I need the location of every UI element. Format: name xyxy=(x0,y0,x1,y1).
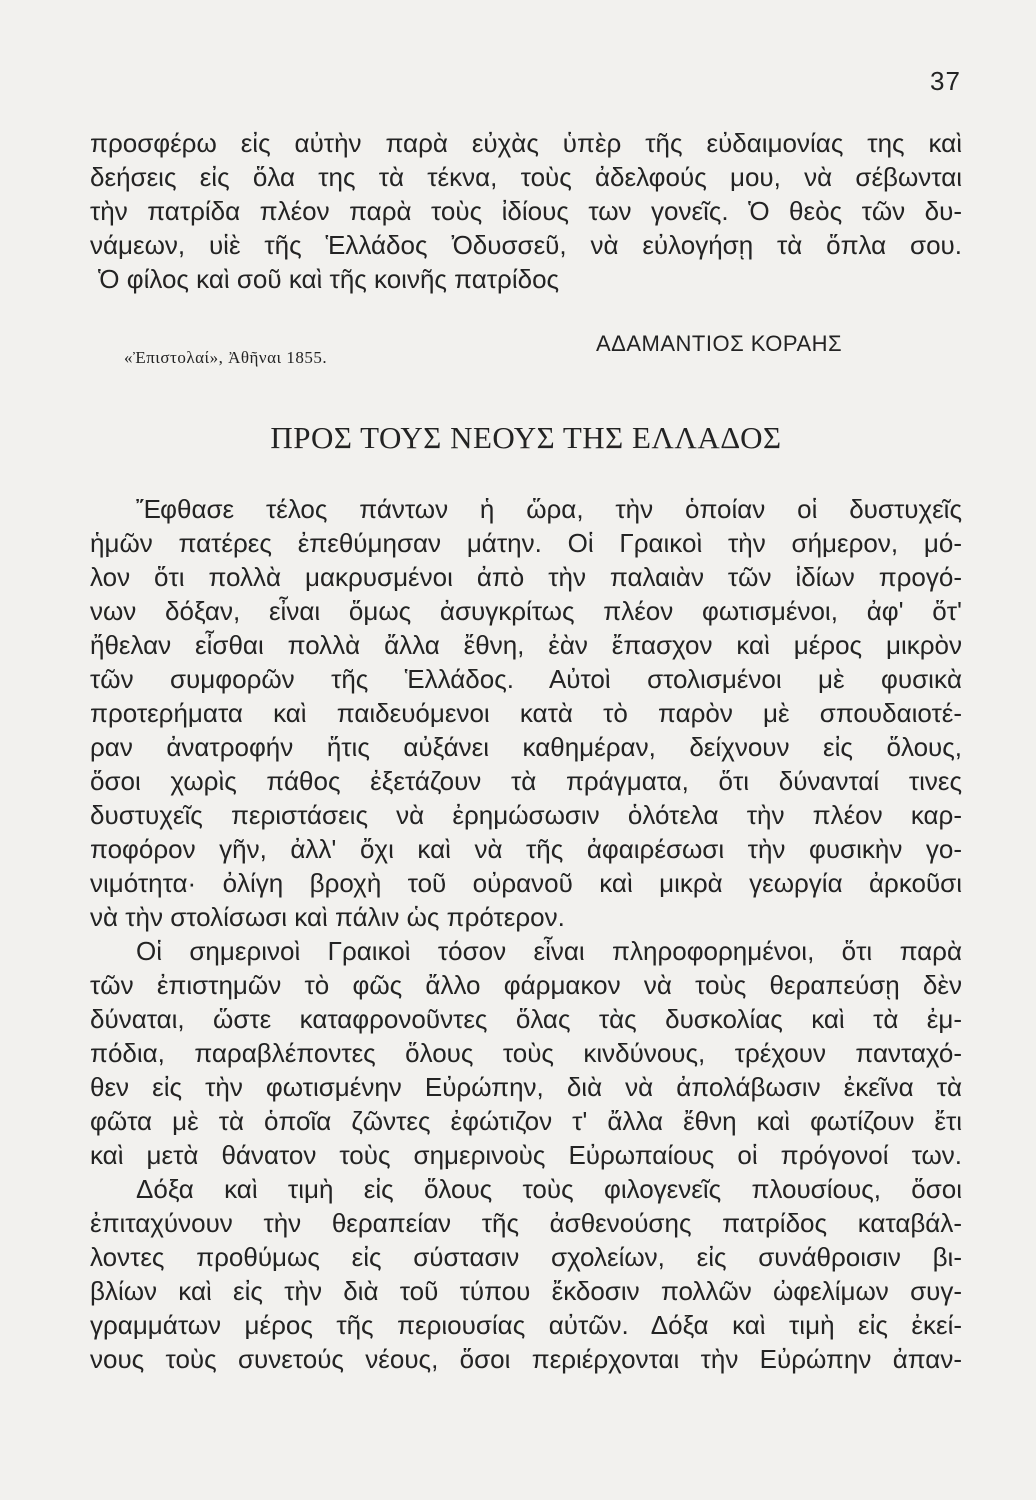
text-line: προτερήματα καὶ παιδευόμενοι κατὰ τὸ παρὸν μὲ σπουδαιοτέ- xyxy=(90,698,962,728)
text-line: δυστυχεῖς περιστάσεις νὰ ἐρημώσωσιν ὁλότελα τὴν πλέον καρ- xyxy=(90,800,962,830)
text-line: ποφόρον γῆν, ἀλλ' ὄχι καὶ νὰ τῆς ἀφαιρέσωσι τὴν φυσικὴν γο- xyxy=(90,834,962,864)
text-line: τῶν συμφορῶν τῆς Ἑλλάδος. Αὐτοὶ στολισμένοι μὲ φυσικὰ xyxy=(90,664,962,694)
text-line: ἡμῶν πατέρες ἐπεθύμησαν μάτην. Οἱ Γραικοὶ τὴν σήμερον, μό- xyxy=(90,528,962,558)
text-line: ὅσοι χωρὶς πάθος ἐξετάζουν τὰ πράγματα, ὅτι δύνανταί τινες xyxy=(90,766,962,796)
text-line: ἐπιταχύνουν τὴν θεραπείαν τῆς ἀσθενούσης πατρίδος καταβάλ- xyxy=(90,1208,962,1238)
text-line: λοντες προθύμως εἰς σύστασιν σχολείων, εἰς συνάθροισιν βι- xyxy=(90,1242,962,1272)
text-line: δεήσεις εἰς ὅλα της τὰ τέκνα, τοὺς ἀδελφούς μου, νὰ σέβωνται xyxy=(90,162,962,192)
section-heading: ΠΡΟΣ ΤΟΥΣ ΝΕΟΥΣ ΤΗΣ ΕΛΛΑΔΟΣ xyxy=(270,420,782,455)
text-line: τὴν πατρίδα πλέον παρὰ τοὺς ἰδίους των γονεῖς. Ὁ θεὸς τῶν δυ- xyxy=(90,196,962,226)
text-line: Οἱ σημερινοὶ Γραικοὶ τόσον εἶναι πληροφορημένοι, ὅτι παρὰ xyxy=(136,936,962,966)
text-line: δύναται, ὥστε καταφρονοῦντες ὅλας τὰς δυσκολίας καὶ τὰ ἐμ- xyxy=(90,1004,962,1034)
page-number: 37 xyxy=(930,66,961,96)
text-line: Ὁ φίλος καὶ σοῦ καὶ τῆς κοινῆς πατρίδος xyxy=(98,264,560,294)
text-line: νων δόξαν, εἶναι ὅμως ἀσυγκρίτως πλέον φωτισμένοι, ἀφ' ὅτ' xyxy=(90,596,962,626)
text-line: φῶτα μὲ τὰ ὁποῖα ζῶντες ἐφώτιζον τ' ἄλλα ἔθνη καὶ φωτίζουν ἔτι xyxy=(90,1106,962,1136)
text-line: Ἔφθασε τέλος πάντων ἡ ὥρα, τὴν ὁποίαν οἱ δυστυχεῖς xyxy=(136,494,962,524)
text-line: πόδια, παραβλέποντες ὅλους τοὺς κινδύνους, τρέχουν πανταχό- xyxy=(90,1038,962,1068)
text-line: νὰ τὴν στολίσωσι καὶ πάλιν ὡς πρότερον. xyxy=(90,902,565,932)
text-line: νιμότητα· ὀλίγη βροχὴ τοῦ οὐρανοῦ καὶ μικρὰ γεωργία ἀρκοῦσι xyxy=(90,868,962,898)
text-line: ἤθελαν εἶσθαι πολλὰ ἄλλα ἔθνη, ἐὰν ἔπασχον καὶ μέρος μικρὸν xyxy=(90,630,962,660)
text-line: ραν ἀνατροφήν ἥτις αὐξάνει καθημέραν, δείχνουν εἰς ὅλους, xyxy=(90,732,962,762)
text-line: τῶν ἐπιστημῶν τὸ φῶς ἄλλο φάρμακον νὰ τοὺς θεραπεύσῃ δὲν xyxy=(90,970,962,1000)
text-line: νάμεων, υἱὲ τῆς Ἑλλάδος Ὀδυσσεῦ, νὰ εὐλογήσῃ τὰ ὅπλα σου. xyxy=(90,230,962,260)
text-line: γραμμάτων μέρος τῆς περιουσίας αὐτῶν. Δόξα καὶ τιμὴ εἰς ἐκεί- xyxy=(90,1310,962,1340)
text-line: λον ὅτι πολλὰ μακρυσμένοι ἀπὸ τὴν παλαιὰν τῶν ἰδίων προγό- xyxy=(90,562,962,592)
text-line: νους τοὺς συνετούς νέους, ὅσοι περιέρχονται τὴν Εὐρώπην ἀπαν- xyxy=(90,1344,962,1374)
text-line: βλίων καὶ εἰς τὴν διὰ τοῦ τύπου ἔκδοσιν πολλῶν ὠφελίμων συγ- xyxy=(90,1276,962,1306)
text-line: προσφέρω εἰς αὐτὴν παρὰ εὐχὰς ὑπὲρ τῆς εὐδαιμονίας της καὶ xyxy=(90,128,962,158)
text-line: Δόξα καὶ τιμὴ εἰς ὅλους τοὺς φιλογενεῖς πλουσίους, ὅσοι xyxy=(136,1174,962,1204)
text-line: καὶ μετὰ θάνατον τοὺς σημερινοὺς Εὐρωπαίους οἱ πρόγονοί των. xyxy=(90,1140,962,1170)
source-citation: «Ἐπιστολαί», Ἀθῆναι 1855. xyxy=(124,348,328,367)
text-line: θεν εἰς τὴν φωτισμένην Εὐρώπην, διὰ νὰ ἀπολάβωσιν ἐκεῖνα τὰ xyxy=(90,1072,962,1102)
author-signature: ΑΔΑΜΑΝΤΙΟΣ ΚΟΡΑΗΣ xyxy=(596,331,843,356)
